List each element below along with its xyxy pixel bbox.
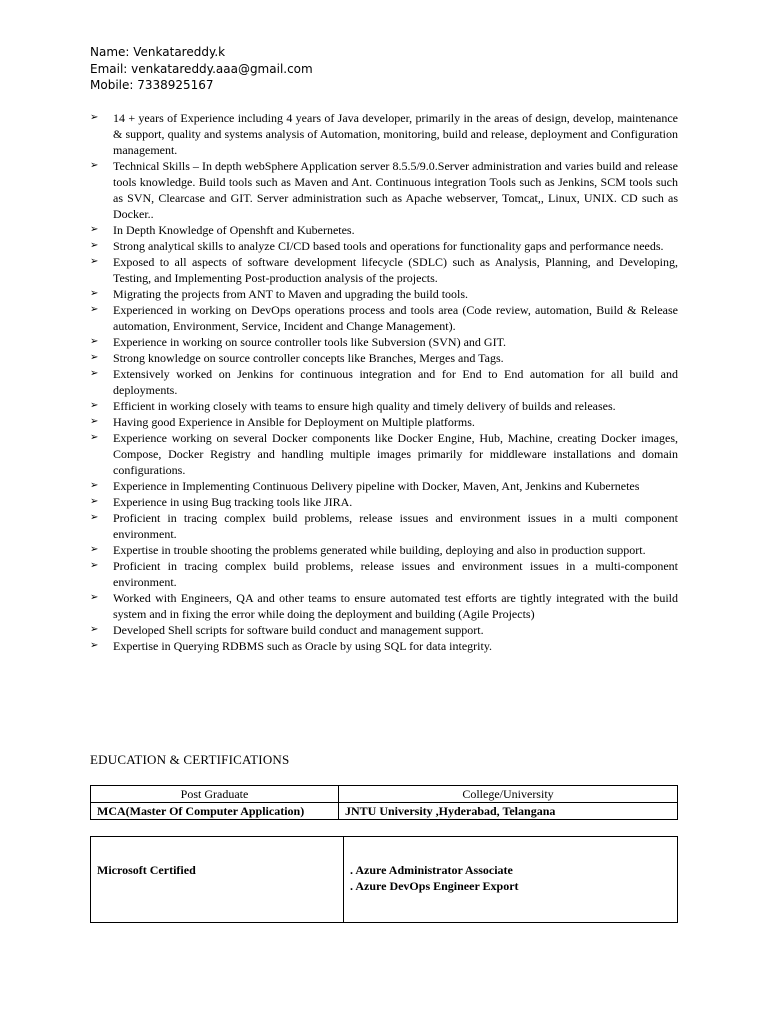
list-item bbox=[90, 478, 678, 494]
table-row bbox=[91, 803, 678, 820]
arrow-bullet-icon: ➢ bbox=[90, 512, 99, 523]
list-item-text: Strong knowledge on source controller concepts like Branches, Merges and Tags. bbox=[113, 351, 504, 365]
university-cell: JNTU University ,Hyderabad, Telangana bbox=[339, 803, 678, 820]
certification-provider: Microsoft Certified bbox=[97, 863, 196, 877]
candidate-email: Email: venkatareddy.aaa@gmail.com bbox=[90, 61, 313, 76]
list-item bbox=[90, 334, 678, 350]
list-item bbox=[90, 558, 678, 590]
list-item-text: Experience in working on source controller tools like Subversion (SVN) and GIT. bbox=[113, 335, 507, 349]
list-item bbox=[90, 366, 678, 398]
list-item-text: Strong analytical skills to analyze CI/CD based tools and operations for functionality gaps and performance needs. bbox=[113, 239, 664, 253]
arrow-bullet-icon: ➢ bbox=[90, 416, 99, 427]
list-item-text: Extensively worked on Jenkins for continuous integration and for End to End automation for all build and deployments. bbox=[113, 367, 678, 397]
list-item bbox=[90, 158, 678, 222]
list-item-text: Migrating the projects from ANT to Maven and upgrading the build tools. bbox=[113, 287, 469, 301]
list-item bbox=[90, 414, 678, 430]
list-item bbox=[90, 286, 678, 302]
education-table bbox=[90, 785, 678, 820]
arrow-bullet-icon: ➢ bbox=[90, 400, 99, 411]
certifications-table bbox=[90, 836, 678, 923]
arrow-bullet-icon: ➢ bbox=[90, 592, 99, 603]
arrow-bullet-icon: ➢ bbox=[90, 624, 99, 635]
list-item bbox=[90, 350, 678, 366]
certification-provider-cell bbox=[91, 837, 344, 923]
list-item bbox=[90, 302, 678, 334]
list-item-text: Worked with Engineers, QA and other teams to ensure automated test efforts are tightly integrated with the build system and in fixing the error while doing the deployment and building (Agile Projects) bbox=[113, 591, 678, 621]
experience-summary-list bbox=[90, 110, 678, 654]
list-item-text: Expertise in trouble shooting the problems generated while building, deploying and also in production support. bbox=[113, 543, 646, 557]
list-item-text: Developed Shell scripts for software build conduct and management support. bbox=[113, 623, 484, 637]
certification-item: . Azure DevOps Engineer Export bbox=[350, 879, 519, 893]
candidate-name: Name: Venkatareddy.k bbox=[90, 45, 226, 59]
arrow-bullet-icon: ➢ bbox=[90, 432, 99, 443]
arrow-bullet-icon: ➢ bbox=[90, 368, 99, 379]
list-item-text: Experienced in working on DevOps operations process and tools area (Code review, automation, Build & Release automation, Environment, Service, Incident and Change Management). bbox=[113, 303, 678, 333]
list-item-text: Experience working on several Docker components like Docker Engine, Hub, Machine, creating Docker images, Compose, Docker Registry and handling multiple images primarily for middleware installations and domain configurations. bbox=[113, 431, 678, 477]
list-item bbox=[90, 510, 678, 542]
list-item bbox=[90, 590, 678, 622]
list-item-text: Technical Skills – In depth webSphere Application server 8.5.5/9.0.Server administration and varies build and release tools knowledge. Build tools such as Maven and Ant. Continuous integration Tools such as Jenkins, SCM tools such as SVN, Clearcase and GIT. Server administration such as Apache webserver, Tomcat,, Linux, UNIX. CD such as Docker.. bbox=[113, 159, 678, 221]
education-heading: EDUCATION & CERTIFICATIONS bbox=[90, 752, 290, 767]
list-item-text: Experience in Implementing Continuous Delivery pipeline with Docker, Maven, Ant, Jenkins and Kubernetes bbox=[113, 479, 640, 493]
table-row bbox=[91, 837, 678, 923]
list-item-text: Proficient in tracing complex build problems, release issues and environment issues in a multi-component environment. bbox=[113, 559, 678, 589]
list-item bbox=[90, 430, 678, 478]
contact-header bbox=[90, 44, 313, 94]
list-item bbox=[90, 622, 678, 638]
arrow-bullet-icon: ➢ bbox=[90, 496, 99, 507]
list-item-text: Expertise in Querying RDBMS such as Oracle by using SQL for data integrity. bbox=[113, 639, 493, 653]
list-item-text: In Depth Knowledge of Openshft and Kubernetes. bbox=[113, 223, 355, 237]
list-item bbox=[90, 494, 678, 510]
arrow-bullet-icon: ➢ bbox=[90, 112, 99, 123]
certification-item: . Azure Administrator Associate bbox=[350, 863, 513, 877]
certification-list-cell bbox=[344, 837, 678, 923]
column-header-post-graduate: Post Graduate bbox=[91, 786, 339, 803]
arrow-bullet-icon: ➢ bbox=[90, 352, 99, 363]
arrow-bullet-icon: ➢ bbox=[90, 240, 99, 251]
list-item bbox=[90, 398, 678, 414]
arrow-bullet-icon: ➢ bbox=[90, 640, 99, 651]
education-table-header bbox=[91, 786, 678, 803]
arrow-bullet-icon: ➢ bbox=[90, 480, 99, 491]
list-item bbox=[90, 638, 678, 654]
arrow-bullet-icon: ➢ bbox=[90, 256, 99, 267]
list-item bbox=[90, 542, 678, 558]
list-item bbox=[90, 222, 678, 238]
arrow-bullet-icon: ➢ bbox=[90, 560, 99, 571]
arrow-bullet-icon: ➢ bbox=[90, 304, 99, 315]
degree-cell: MCA(Master Of Computer Application) bbox=[91, 803, 339, 820]
arrow-bullet-icon: ➢ bbox=[90, 544, 99, 555]
list-item-text: Proficient in tracing complex build problems, release issues and environment issues in a multi component environment. bbox=[113, 511, 678, 541]
list-item-text: 14 + years of Experience including 4 years of Java developer, primarily in the areas of design, develop, maintenance & support, quality and systems analysis of Automation, monitoring, build and release, deployment and Configuration management. bbox=[113, 111, 678, 157]
candidate-mobile: Mobile: 7338925167 bbox=[90, 78, 214, 92]
list-item bbox=[90, 238, 678, 254]
arrow-bullet-icon: ➢ bbox=[90, 224, 99, 235]
list-item-text: Experience in using Bug tracking tools like JIRA. bbox=[113, 495, 353, 509]
column-header-college-university: College/University bbox=[339, 786, 678, 803]
arrow-bullet-icon: ➢ bbox=[90, 336, 99, 347]
list-item bbox=[90, 110, 678, 158]
arrow-bullet-icon: ➢ bbox=[90, 288, 99, 299]
list-item-text: Efficient in working closely with teams to ensure high quality and timely delivery of builds and releases. bbox=[113, 399, 616, 413]
list-item bbox=[90, 254, 678, 286]
arrow-bullet-icon: ➢ bbox=[90, 160, 99, 171]
list-item-text: Exposed to all aspects of software development lifecycle (SDLC) such as Analysis, Planning, and Developing, Testing, and Implementing Post-production analysis of the projects. bbox=[113, 255, 678, 285]
list-item-text: Having good Experience in Ansible for Deployment on Multiple platforms. bbox=[113, 415, 475, 429]
